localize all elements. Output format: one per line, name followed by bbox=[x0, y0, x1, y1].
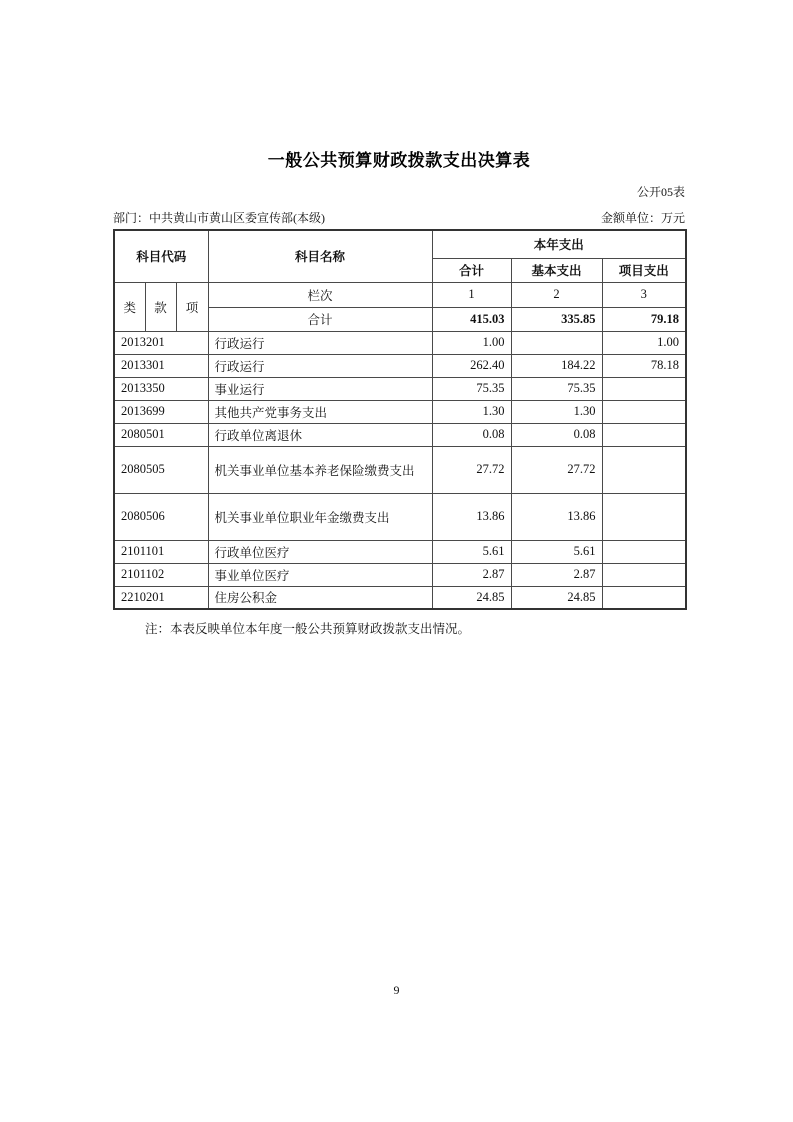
project-total-value: 79.18 bbox=[602, 307, 686, 331]
subject-name-cell: 行政单位医疗 bbox=[208, 540, 432, 563]
subject-code-cell: 2080505 bbox=[114, 446, 208, 493]
grand-total-value: 415.03 bbox=[432, 307, 511, 331]
project-expenditure-cell bbox=[602, 493, 686, 540]
table-row bbox=[114, 540, 686, 563]
subject-code-cell: 2080506 bbox=[114, 493, 208, 540]
department-label: 部门：中共黄山市黄山区委宣传部(本级) bbox=[113, 211, 325, 225]
subject-name-cell: 行政运行 bbox=[208, 354, 432, 377]
subject-name-cell: 住房公积金 bbox=[208, 586, 432, 609]
total-cell: 5.61 bbox=[432, 540, 511, 563]
category-header: 类 bbox=[114, 282, 145, 331]
total-cell: 262.40 bbox=[432, 354, 511, 377]
column-index-2: 2 bbox=[511, 282, 602, 307]
column-index-label: 栏次 bbox=[208, 282, 432, 307]
column-index-row bbox=[114, 282, 686, 307]
basic-expenditure-cell: 2.87 bbox=[511, 563, 602, 586]
project-expenditure-cell bbox=[602, 423, 686, 446]
basic-expenditure-cell: 5.61 bbox=[511, 540, 602, 563]
page-title: 一般公共预算财政拨款支出决算表 bbox=[267, 151, 531, 170]
basic-expenditure-cell: 1.30 bbox=[511, 400, 602, 423]
table-row bbox=[114, 354, 686, 377]
subject-code-cell: 2080501 bbox=[114, 423, 208, 446]
project-expenditure-column-header: 项目支出 bbox=[602, 258, 686, 282]
total-cell: 24.85 bbox=[432, 586, 511, 609]
total-cell: 13.86 bbox=[432, 493, 511, 540]
subject-code-cell: 2101102 bbox=[114, 563, 208, 586]
subject-name-cell: 机关事业单位基本养老保险缴费支出 bbox=[208, 446, 432, 493]
subject-code-header: 科目代码 bbox=[114, 230, 208, 282]
project-expenditure-cell bbox=[602, 400, 686, 423]
basic-expenditure-cell: 184.22 bbox=[511, 354, 602, 377]
budget-table bbox=[113, 229, 687, 610]
current-year-expenditure-header: 本年支出 bbox=[432, 230, 686, 258]
project-expenditure-cell bbox=[602, 540, 686, 563]
column-index-1: 1 bbox=[432, 282, 511, 307]
subject-name-cell: 事业运行 bbox=[208, 377, 432, 400]
sheet-number-label: 公开05表 bbox=[636, 185, 685, 199]
column-index-3: 3 bbox=[602, 282, 686, 307]
meta-row bbox=[113, 209, 685, 226]
subject-name-cell: 行政单位离退休 bbox=[208, 423, 432, 446]
project-expenditure-cell bbox=[602, 377, 686, 400]
subject-name-cell: 机关事业单位职业年金缴费支出 bbox=[208, 493, 432, 540]
table-note: 注：本表反映单位本年度一般公共预算财政拨款支出情况。 bbox=[145, 622, 471, 636]
subject-name-header: 科目名称 bbox=[208, 230, 432, 282]
total-cell: 75.35 bbox=[432, 377, 511, 400]
project-expenditure-cell bbox=[602, 446, 686, 493]
unit-label: 金额单位：万元 bbox=[600, 211, 685, 225]
subject-code-cell: 2013350 bbox=[114, 377, 208, 400]
project-expenditure-cell: 78.18 bbox=[602, 354, 686, 377]
table-row bbox=[114, 586, 686, 609]
project-expenditure-cell bbox=[602, 563, 686, 586]
total-cell: 0.08 bbox=[432, 423, 511, 446]
basic-expenditure-cell: 75.35 bbox=[511, 377, 602, 400]
table-row bbox=[114, 377, 686, 400]
header-row-1 bbox=[114, 230, 686, 258]
basic-expenditure-cell: 27.72 bbox=[511, 446, 602, 493]
basic-expenditure-column-header: 基本支出 bbox=[511, 258, 602, 282]
project-expenditure-cell: 1.00 bbox=[602, 331, 686, 354]
sub-item-header: 项 bbox=[176, 282, 208, 331]
table-row bbox=[114, 400, 686, 423]
total-cell: 1.30 bbox=[432, 400, 511, 423]
subject-code-cell: 2013201 bbox=[114, 331, 208, 354]
table-body bbox=[114, 331, 686, 609]
total-cell: 1.00 bbox=[432, 331, 511, 354]
basic-expenditure-cell: 0.08 bbox=[511, 423, 602, 446]
total-column-header: 合计 bbox=[432, 258, 511, 282]
total-cell: 2.87 bbox=[432, 563, 511, 586]
table-row bbox=[114, 446, 686, 493]
table-row bbox=[114, 331, 686, 354]
basic-total-value: 335.85 bbox=[511, 307, 602, 331]
table-row bbox=[114, 563, 686, 586]
basic-expenditure-cell: 13.86 bbox=[511, 493, 602, 540]
document-content bbox=[113, 146, 685, 637]
subject-code-cell: 2101101 bbox=[114, 540, 208, 563]
subject-name-cell: 行政运行 bbox=[208, 331, 432, 354]
table-row bbox=[114, 423, 686, 446]
basic-expenditure-cell: 24.85 bbox=[511, 586, 602, 609]
table-row bbox=[114, 493, 686, 540]
total-cell: 27.72 bbox=[432, 446, 511, 493]
totals-row-label: 合计 bbox=[208, 307, 432, 331]
table-header-body bbox=[114, 230, 686, 331]
project-expenditure-cell bbox=[602, 586, 686, 609]
subject-name-cell: 事业单位医疗 bbox=[208, 563, 432, 586]
subject-code-cell: 2013699 bbox=[114, 400, 208, 423]
subject-code-cell: 2013301 bbox=[114, 354, 208, 377]
basic-expenditure-cell bbox=[511, 331, 602, 354]
item-header: 款 bbox=[145, 282, 176, 331]
page-number: 9 bbox=[393, 983, 400, 997]
subject-code-cell: 2210201 bbox=[114, 586, 208, 609]
subject-name-cell: 其他共产党事务支出 bbox=[208, 400, 432, 423]
